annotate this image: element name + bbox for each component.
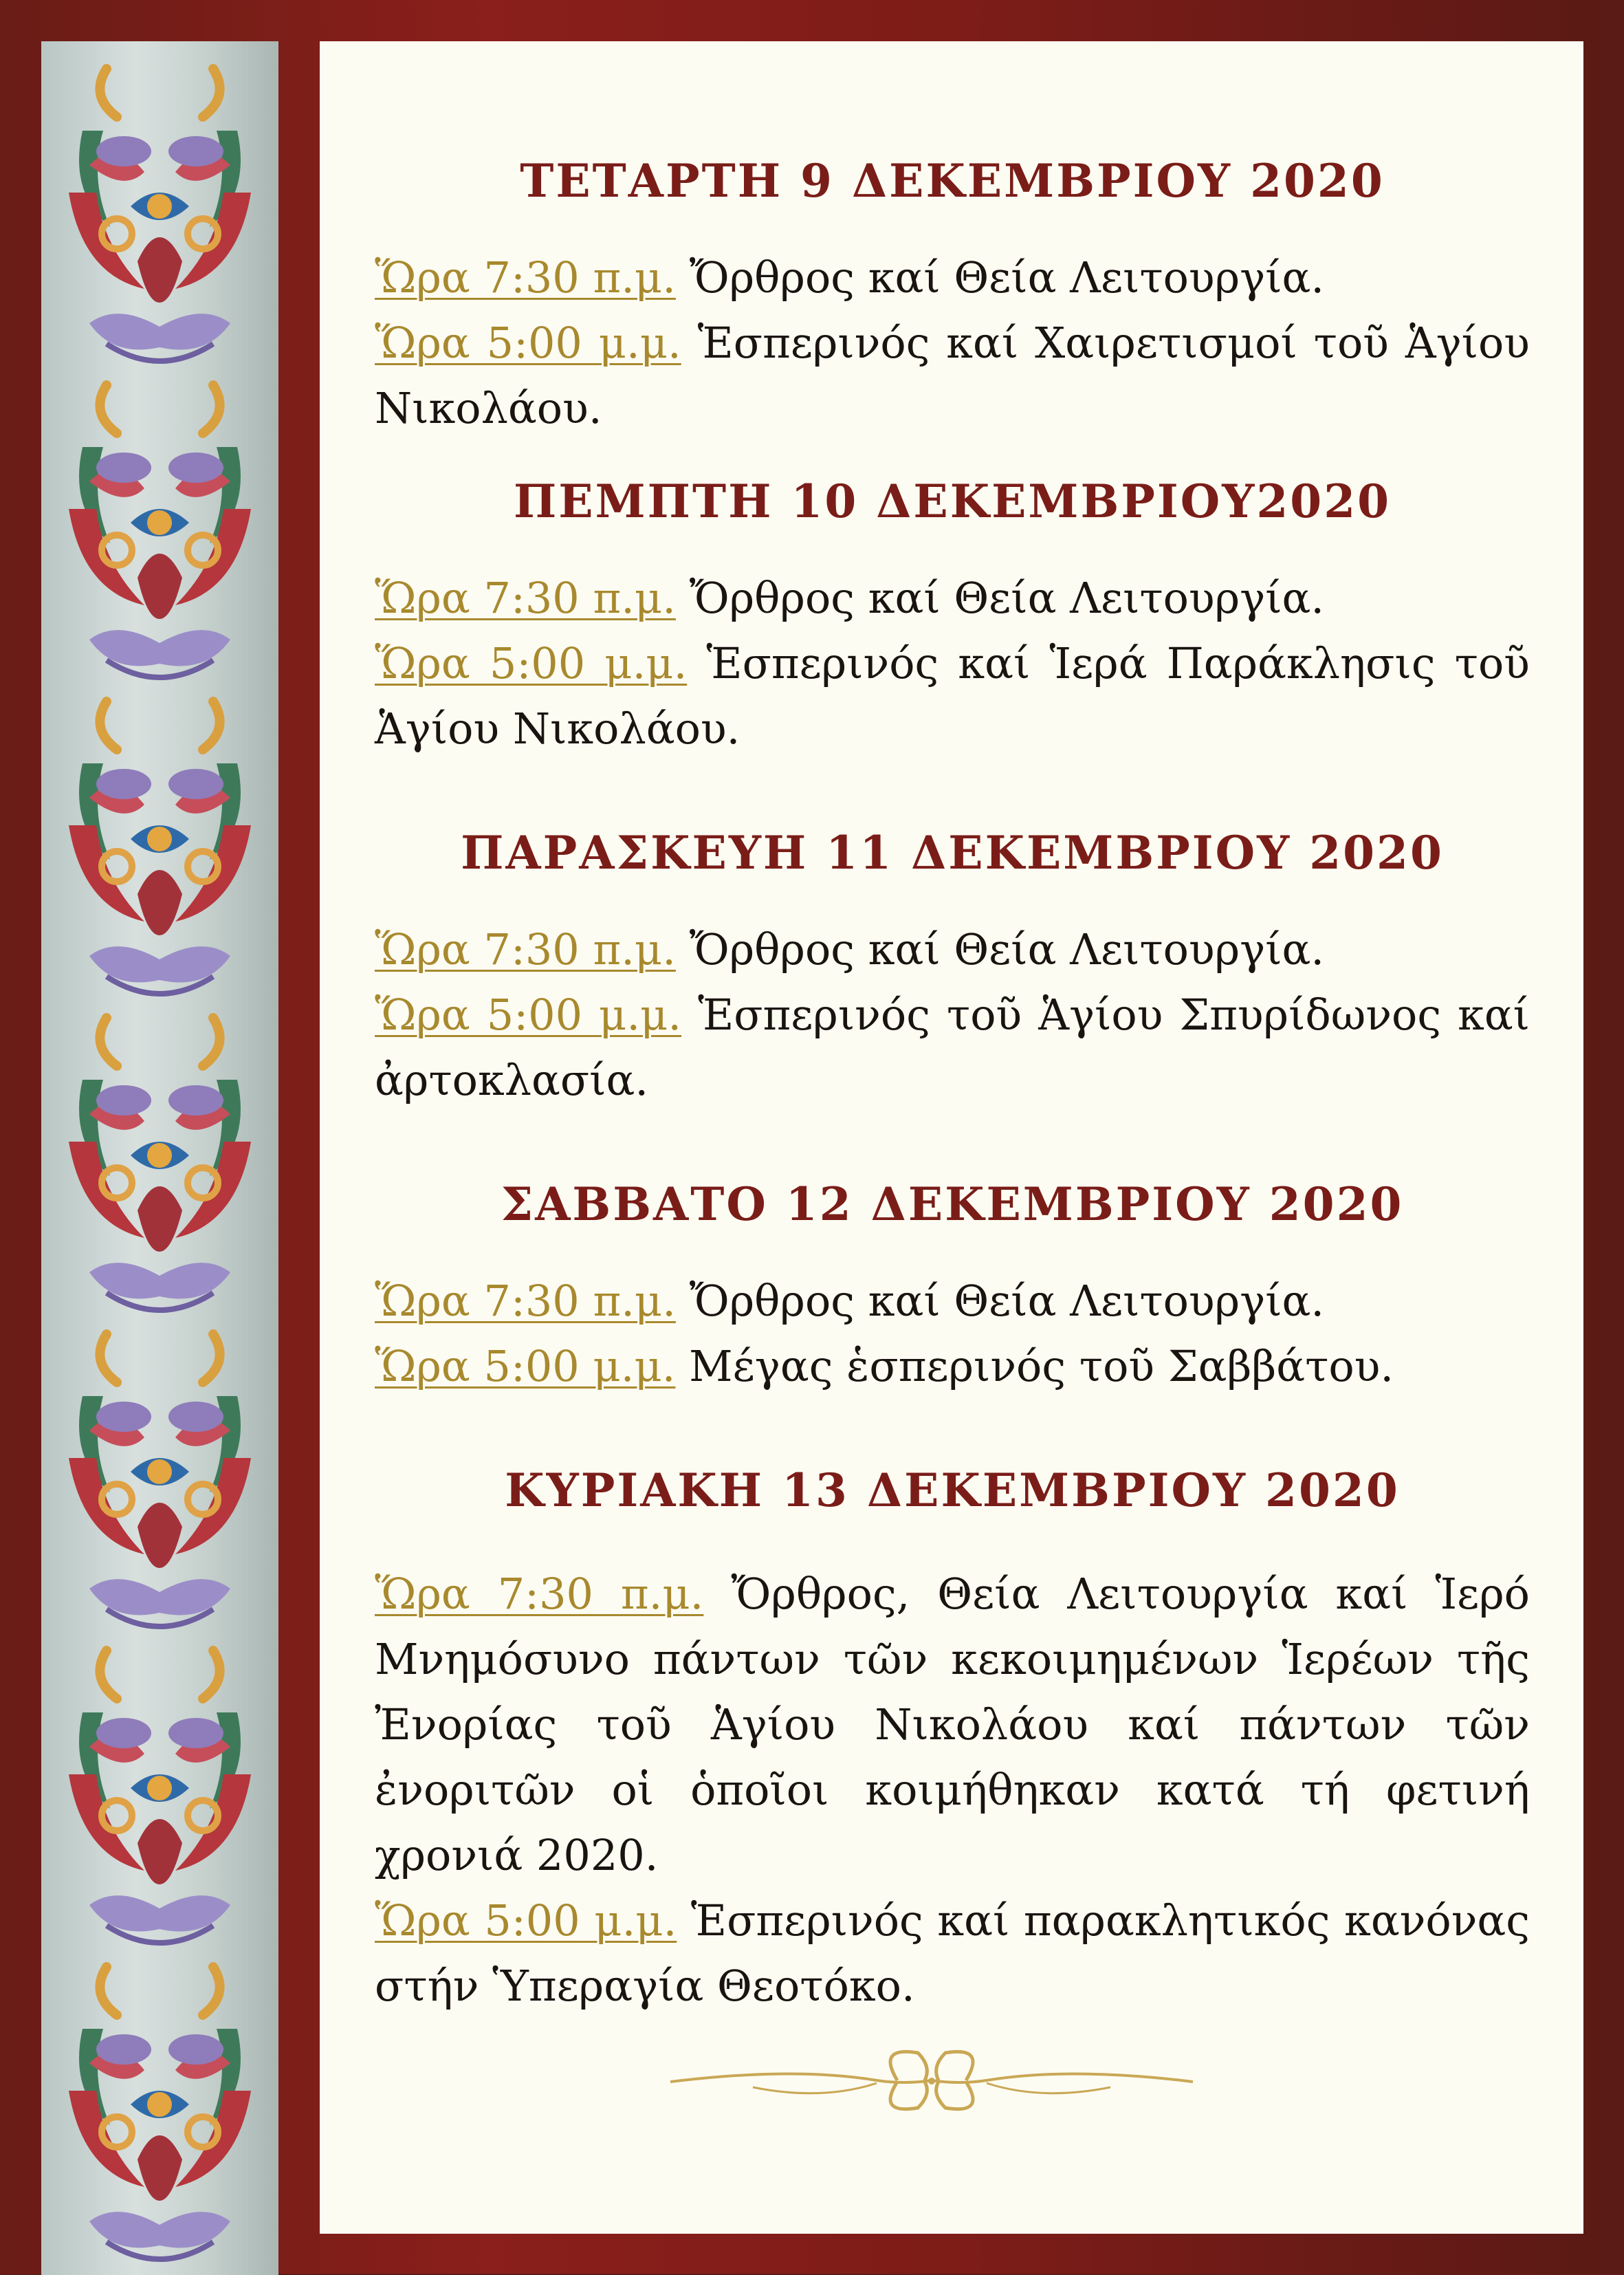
service-text: Ἑσπερινός καί Χαιρετισμοί τοῦ Ἁγίου Νικολάου. <box>375 318 1530 433</box>
service-time: Ὥρα 5:00 μ.μ. <box>375 990 682 1040</box>
service-line <box>375 1888 1530 2018</box>
day-title: ΣΑΒΒΑΤΟ 12 ΔΕΚΕΜΒΡΙΟΥ 2020 <box>501 1177 1404 1231</box>
service-time: Ὥρα 7:30 π.μ. <box>375 924 676 975</box>
service-time: Ὥρα 7:30 π.μ. <box>375 1569 704 1619</box>
service-time: Ὥρα 7:30 π.μ. <box>375 1276 676 1326</box>
service-line <box>375 310 1530 441</box>
service-text: Ἑσπερινός καί παρακλητικός κανόνας στήν Ὑπεραγία Θεοτόκο. <box>375 1895 1530 2011</box>
day-title: ΠΑΡΑΣΚΕΥΗ 11 ΔΕΚΕΜΒΡΙΟΥ 2020 <box>461 826 1444 880</box>
service-text: Ὄρθρος, Θεία Λειτουργία καί Ἱερό Μνημόσυνο πάντων τῶν κεκοιμημένων Ἱερέων τῆς Ἐνορίας τοῦ Ἁγίου Νικολάου καί πάντων τῶν ἐνοριτῶν οἱ ὁποῖοι κοιμήθηκαν κατά τή φετινή χρονιά 2020. <box>375 1569 1530 1880</box>
service-time: Ὥρα 5:00 μ.μ. <box>375 1341 676 1391</box>
service-text: Ὄρθρος καί Θεία Λειτουργία. <box>689 573 1325 623</box>
day-title: ΚΥΡΙΑΚΗ 13 ΔΕΚΕΜΒΡΙΟΥ 2020 <box>505 1463 1400 1517</box>
service-time: Ὥρα 5:00 μ.μ. <box>375 638 688 688</box>
service-text: Ἑσπερινός καί Ἱερά Παράκλησις τοῦ Ἁγίου Νικολάου. <box>375 638 1530 754</box>
service-text: Μέγας ἑσπερινός τοῦ Σαββάτου. <box>689 1341 1394 1391</box>
service-line <box>375 1561 1530 1888</box>
service-text: Ὄρθρος καί Θεία Λειτουργία. <box>689 924 1325 975</box>
service-line <box>375 917 1530 982</box>
service-time: Ὥρα 7:30 π.μ. <box>375 573 676 623</box>
service-time: Ὥρα 7:30 π.μ. <box>375 252 676 303</box>
service-line <box>375 245 1530 310</box>
flourish-ornament-icon <box>670 2039 1193 2122</box>
ornament-strip <box>41 41 278 2275</box>
service-line <box>375 1334 1530 1399</box>
service-text: Ὄρθρος καί Θεία Λειτουργία. <box>689 1276 1325 1326</box>
service-line <box>375 1268 1530 1334</box>
service-line <box>375 631 1530 761</box>
service-text: Ἑσπερινός τοῦ Ἁγίου Σπυρίδωνος καί ἀρτοκλασία. <box>375 990 1530 1105</box>
service-time: Ὥρα 5:00 μ.μ. <box>375 318 681 368</box>
day-title: ΤΕΤΑΡΤΗ 9 ΔΕΚΕΜΒΡΙΟΥ 2020 <box>520 154 1385 208</box>
day-title: ΠΕΜΠΤΗ 10 ΔΕΚΕΜΒΡΙΟΥ2020 <box>513 475 1392 528</box>
service-line <box>375 982 1530 1113</box>
service-text: Ὄρθρος καί Θεία Λειτουργία. <box>689 252 1325 303</box>
service-line <box>375 565 1530 631</box>
service-time: Ὥρα 5:00 μ.μ. <box>375 1895 677 1946</box>
schedule-content <box>375 154 1530 2018</box>
floral-ornament-icon <box>41 41 278 2275</box>
document-page <box>320 41 1583 2234</box>
